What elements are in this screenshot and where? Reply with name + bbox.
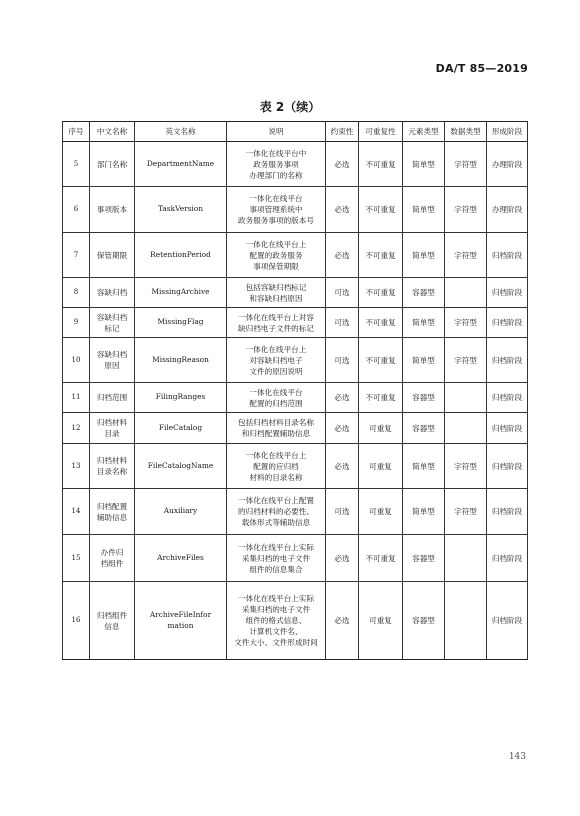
cell-cn-name	[90, 535, 135, 582]
cell-cn-name	[90, 413, 135, 444]
cell-en-name: MissingReason	[135, 338, 227, 383]
cell-description-line: 一体化在线平台上	[245, 344, 307, 354]
cell-element-type: 简单型	[403, 187, 445, 233]
cell-data-type	[445, 535, 487, 582]
cell-description-line: 采集归档的电子文件	[241, 605, 311, 614]
cell-description-line: 采集归档的电子文件	[241, 553, 311, 563]
cell-stage: 归档阶段	[487, 233, 528, 278]
table-row	[63, 444, 528, 489]
table-row	[63, 413, 528, 444]
cell-description	[227, 535, 326, 582]
cell-data-type	[445, 278, 487, 308]
cell-repeatability: 可重复	[359, 489, 403, 535]
standard-code: DA/T 85—2019	[435, 62, 528, 75]
cell-description-line: 和容缺归档原因	[249, 293, 303, 303]
cell-cn-name: 事项版本	[90, 187, 135, 233]
cell-stage: 归档阶段	[487, 535, 528, 582]
cell-description-line: 包括容缺归档标记	[245, 282, 307, 292]
cell-cn-name-line: 辅助信息	[96, 512, 128, 522]
cell-element-type: 容器型	[403, 535, 445, 582]
cell-en-name: DepartmentName	[135, 142, 227, 187]
cell-description	[227, 383, 326, 413]
cell-description-line: 配置的政务服务	[249, 250, 303, 260]
cell-data-type: 字符型	[445, 489, 487, 535]
metadata-table	[62, 121, 528, 660]
cell-no: 15	[63, 535, 90, 582]
cell-no: 14	[63, 489, 90, 535]
cell-en-name-line: mation	[167, 620, 194, 630]
cell-data-type: 字符型	[445, 338, 487, 383]
cell-stage: 归档阶段	[487, 489, 528, 535]
cell-constraint: 必选	[326, 582, 359, 660]
cell-cn-name-line: 目录	[104, 429, 120, 438]
cell-cn-name-line: 归档配置	[96, 501, 128, 511]
cell-cn-name-line: 办件归	[100, 548, 124, 557]
cell-description	[227, 338, 326, 383]
cell-description	[227, 308, 326, 338]
cell-description-line: 计算机文件名、	[249, 627, 303, 636]
cell-description-line: 一体化在线平台上对容	[238, 312, 314, 322]
cell-constraint: 必选	[326, 187, 359, 233]
cell-element-type: 简单型	[403, 142, 445, 187]
cell-cn-name: 归档范围	[90, 383, 135, 413]
cell-element-type: 容器型	[403, 413, 445, 444]
cell-en-name: Auxiliary	[135, 489, 227, 535]
table-row	[63, 233, 528, 278]
cell-description-line: 的归档材料的必要性、	[238, 507, 314, 516]
cell-constraint: 可选	[326, 278, 359, 308]
cell-description-line: 一体化在线平台上实际	[238, 594, 314, 603]
cell-repeatability: 不可重复	[359, 278, 403, 308]
table-row	[63, 383, 528, 413]
cell-description-line: 一体化在线平台中	[245, 148, 307, 158]
cell-description-line: 配置的归档范围	[249, 398, 303, 408]
cell-constraint: 可选	[326, 338, 359, 383]
cell-cn-name	[90, 308, 135, 338]
cell-cn-name-line: 标记	[104, 323, 120, 333]
cell-stage: 归档阶段	[487, 278, 528, 308]
col-header-constraint: 约束性	[326, 122, 359, 142]
cell-stage: 归档阶段	[487, 413, 528, 444]
cell-description-line: 组件的格式信息、	[245, 616, 307, 625]
cell-en-name: ArchiveFiles	[135, 535, 227, 582]
cell-data-type	[445, 383, 487, 413]
cell-cn-name: 容缺归档	[90, 278, 135, 308]
cell-no: 5	[63, 142, 90, 187]
cell-element-type: 简单型	[403, 308, 445, 338]
col-header-data-type: 数据类型	[445, 122, 487, 142]
cell-stage: 归档阶段	[487, 338, 528, 383]
cell-stage: 办理阶段	[487, 142, 528, 187]
cell-constraint: 必选	[326, 383, 359, 413]
cell-description	[227, 413, 326, 444]
cell-description-line: 缺归档电子文件的标记	[238, 323, 314, 333]
cell-description	[227, 187, 326, 233]
cell-stage: 归档阶段	[487, 582, 528, 660]
cell-description	[227, 582, 326, 660]
cell-constraint: 可选	[326, 308, 359, 338]
cell-en-name: MissingFlag	[135, 308, 227, 338]
cell-cn-name-line: 目录名称	[96, 467, 128, 476]
cell-repeatability: 不可重复	[359, 142, 403, 187]
table-header-row	[63, 122, 528, 142]
cell-description-line: 文件大小、文件形成时间	[234, 638, 318, 647]
table-row	[63, 489, 528, 535]
cell-repeatability: 可重复	[359, 582, 403, 660]
cell-description-line: 政务服务事项的版本号	[238, 216, 314, 225]
cell-stage: 归档阶段	[487, 308, 528, 338]
cell-en-name: FileCatalog	[135, 413, 227, 444]
cell-stage: 归档阶段	[487, 444, 528, 489]
cell-constraint: 必选	[326, 413, 359, 444]
cell-repeatability: 不可重复	[359, 338, 403, 383]
col-header-description: 说明	[227, 122, 326, 142]
cell-description-line: 一体化在线平台	[249, 194, 303, 203]
cell-description-line: 政务服务事项	[253, 159, 299, 169]
cell-cn-name-line: 容缺归档	[96, 312, 128, 322]
cell-description-line: 包括归档材料目录名称	[238, 418, 314, 427]
cell-repeatability: 不可重复	[359, 383, 403, 413]
cell-no: 9	[63, 308, 90, 338]
cell-cn-name	[90, 582, 135, 660]
cell-no: 10	[63, 338, 90, 383]
cell-cn-name	[90, 444, 135, 489]
cell-description	[227, 444, 326, 489]
cell-cn-name	[90, 338, 135, 383]
cell-description-line: 一体化在线平台上实际	[238, 542, 314, 552]
cell-no: 8	[63, 278, 90, 308]
cell-description-line: 一体化在线平台上	[245, 239, 307, 249]
cell-no: 12	[63, 413, 90, 444]
cell-constraint: 必选	[326, 142, 359, 187]
cell-en-name	[135, 582, 227, 660]
cell-description	[227, 233, 326, 278]
cell-repeatability: 不可重复	[359, 535, 403, 582]
cell-description	[227, 278, 326, 308]
table-title: 表 2（续）	[259, 100, 321, 114]
page-number: 143	[508, 752, 526, 762]
cell-data-type	[445, 413, 487, 444]
cell-cn-name-line: 归档材料	[96, 456, 128, 465]
cell-en-name: RetentionPeriod	[135, 233, 227, 278]
cell-en-name: FilingRanges	[135, 383, 227, 413]
cell-description	[227, 489, 326, 535]
cell-en-name: MissingArchive	[135, 278, 227, 308]
cell-no: 11	[63, 383, 90, 413]
cell-en-name-line: ArchiveFileInfor	[149, 609, 212, 619]
cell-cn-name-line: 归档组件	[96, 610, 128, 620]
col-header-no: 序号	[63, 122, 90, 142]
cell-element-type: 容器型	[403, 383, 445, 413]
cell-element-type: 容器型	[403, 582, 445, 660]
table-row	[63, 535, 528, 582]
cell-description-line: 和归档配置辅助信息	[241, 429, 311, 438]
cell-data-type	[445, 582, 487, 660]
cell-description	[227, 142, 326, 187]
cell-description-line: 一体化在线平台上	[245, 450, 307, 460]
table-row	[63, 308, 528, 338]
table-row	[63, 278, 528, 308]
cell-stage: 归档阶段	[487, 383, 528, 413]
cell-cn-name: 部门名称	[90, 142, 135, 187]
cell-constraint: 可选	[326, 489, 359, 535]
cell-data-type: 字符型	[445, 142, 487, 187]
cell-no: 7	[63, 233, 90, 278]
col-header-stage: 形成阶段	[487, 122, 528, 142]
cell-description-line: 载体形式等辅助信息	[241, 518, 311, 527]
cell-element-type: 简单型	[403, 338, 445, 383]
cell-cn-name-line: 归档材料	[96, 418, 128, 427]
cell-element-type: 简单型	[403, 489, 445, 535]
cell-description-line: 一体化在线平台上配置	[238, 496, 314, 505]
cell-element-type: 容器型	[403, 278, 445, 308]
cell-cn-name: 保管期限	[90, 233, 135, 278]
col-header-cn-name: 中文名称	[90, 122, 135, 142]
cell-description-line: 一体化在线平台	[249, 387, 303, 397]
col-header-repeatability: 可重复性	[359, 122, 403, 142]
cell-description-line: 配置的应归档	[253, 461, 299, 471]
cell-cn-name-line: 原因	[104, 361, 120, 370]
cell-stage: 办理阶段	[487, 187, 528, 233]
cell-data-type: 字符型	[445, 308, 487, 338]
cell-data-type: 字符型	[445, 187, 487, 233]
table-body	[63, 142, 528, 660]
col-header-en-name: 英文名称	[135, 122, 227, 142]
cell-no: 13	[63, 444, 90, 489]
cell-no: 16	[63, 582, 90, 660]
cell-repeatability: 不可重复	[359, 187, 403, 233]
table-row	[63, 142, 528, 187]
cell-repeatability: 可重复	[359, 413, 403, 444]
cell-description-line: 办理部门的名称	[249, 170, 303, 180]
cell-repeatability: 不可重复	[359, 308, 403, 338]
cell-cn-name-line: 档组件	[100, 559, 124, 568]
cell-description-line: 文件的原因说明	[249, 366, 303, 376]
col-header-element-type: 元素类型	[403, 122, 445, 142]
cell-description-line: 事项管理系统中	[249, 205, 303, 214]
cell-description-line: 事项保管期限	[253, 261, 299, 271]
table-row	[63, 187, 528, 233]
cell-data-type: 字符型	[445, 233, 487, 278]
cell-cn-name-line: 信息	[104, 621, 120, 631]
cell-description-line: 组件的信息集合	[249, 564, 303, 574]
cell-en-name: FileCatalogName	[135, 444, 227, 489]
cell-no: 6	[63, 187, 90, 233]
cell-constraint: 必选	[326, 233, 359, 278]
cell-cn-name-line: 容缺归档	[96, 350, 128, 359]
cell-data-type: 字符型	[445, 444, 487, 489]
cell-description-line: 材料的目录名称	[249, 472, 303, 482]
cell-repeatability: 不可重复	[359, 233, 403, 278]
cell-element-type: 简单型	[403, 444, 445, 489]
table-row	[63, 338, 528, 383]
cell-en-name: TaskVersion	[135, 187, 227, 233]
cell-element-type: 简单型	[403, 233, 445, 278]
cell-cn-name	[90, 489, 135, 535]
cell-constraint: 必选	[326, 444, 359, 489]
table-row	[63, 582, 528, 660]
cell-constraint: 必选	[326, 535, 359, 582]
cell-description-line: 对容缺归档电子	[249, 355, 303, 365]
cell-repeatability: 可重复	[359, 444, 403, 489]
